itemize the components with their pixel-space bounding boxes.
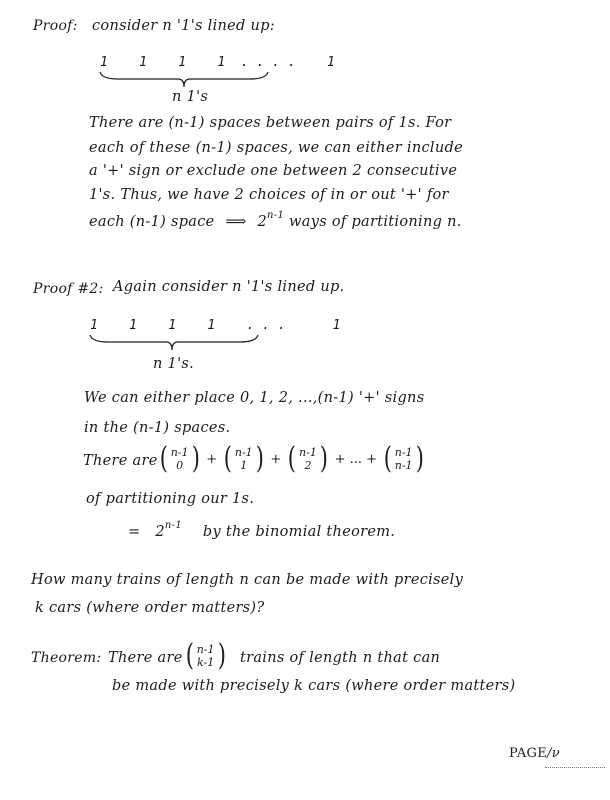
proof1-line: each of these (n-1) spaces, we can either include <box>89 140 463 156</box>
binomial-sum: ( n-1 0 ) + ( n-1 1 ) + ( n-1 2 ) + ... + ( n-1 n-1 ) <box>159 441 424 476</box>
proof1-line: There are (n-1) spaces between pairs of 1s. For <box>89 115 452 131</box>
power-exponent: n-1 <box>267 210 285 221</box>
proof-label: Proof: <box>33 18 78 34</box>
ones-row-2: 1 1 1 1 . . . 1 <box>90 318 341 333</box>
power-base: 2 <box>155 524 165 540</box>
ellipsis-plus: + ... + <box>334 451 378 467</box>
equals-line <box>128 520 396 540</box>
proof1-line: 1's. Thus, we have 2 choices of in or out '+' for <box>89 187 449 203</box>
ones-row: 1 1 1 1 . . . . 1 <box>100 55 335 70</box>
theorem-there-are: There are <box>108 650 183 666</box>
binomial-coefficient: n-1 0 <box>170 446 189 472</box>
page-footer <box>509 746 560 761</box>
theorem-binomial: ( n-1 k-1 ) <box>185 638 226 673</box>
theorem-label: Theorem: <box>31 650 102 666</box>
question-line1: How many trains of length n can be made with precisely <box>31 572 464 588</box>
proof2-line1: We can either place 0, 1, 2, ...,(n-1) '+' signs <box>84 390 425 406</box>
plus-sign: + <box>206 451 218 467</box>
binomial-coefficient: n-1 n-1 <box>394 446 413 472</box>
there-are: There are <box>83 453 158 469</box>
power-base: 2 <box>257 214 268 230</box>
binomial-coefficient: n-1 k-1 <box>196 643 215 669</box>
binomial-coefficient: n-1 2 <box>299 446 317 472</box>
proof2-label: Proof #2: <box>33 281 104 297</box>
last-line-start: each (n-1) space <box>89 214 215 230</box>
footer-divider <box>545 767 605 768</box>
question-line2: k cars (where order matters)? <box>35 600 265 616</box>
power-exponent: n-1 <box>164 520 182 531</box>
page-number: /ν <box>547 746 560 761</box>
brace-2 <box>88 333 260 353</box>
page-label: PAGE <box>509 746 548 761</box>
proof2-line4: of partitioning our 1s. <box>86 491 255 507</box>
implies-arrow: ⟹ <box>225 214 247 230</box>
proof-intro: consider n '1's lined up: <box>92 18 275 34</box>
brace-label-2: n 1's. <box>153 356 195 372</box>
plus-sign: + <box>270 451 282 467</box>
proof2-line2: in the (n-1) spaces. <box>84 420 231 436</box>
proof2-intro: Again consider n '1's lined up. <box>113 279 345 295</box>
proof1-last-line <box>89 210 462 230</box>
equals-sign: = <box>128 524 141 540</box>
binomial-coefficient: n-1 1 <box>234 446 253 472</box>
theorem-rest: trains of length n that can <box>240 650 441 666</box>
brace <box>98 70 270 90</box>
theorem-line2: be made with precisely k cars (where order matters) <box>112 678 516 694</box>
proof1-line: a '+' sign or exclude one between 2 consecutive <box>89 163 458 179</box>
binomial-theorem-text: by the binomial theorem. <box>202 524 396 540</box>
last-line-end: ways of partitioning n. <box>289 214 462 230</box>
brace-label: n 1's <box>172 89 209 105</box>
